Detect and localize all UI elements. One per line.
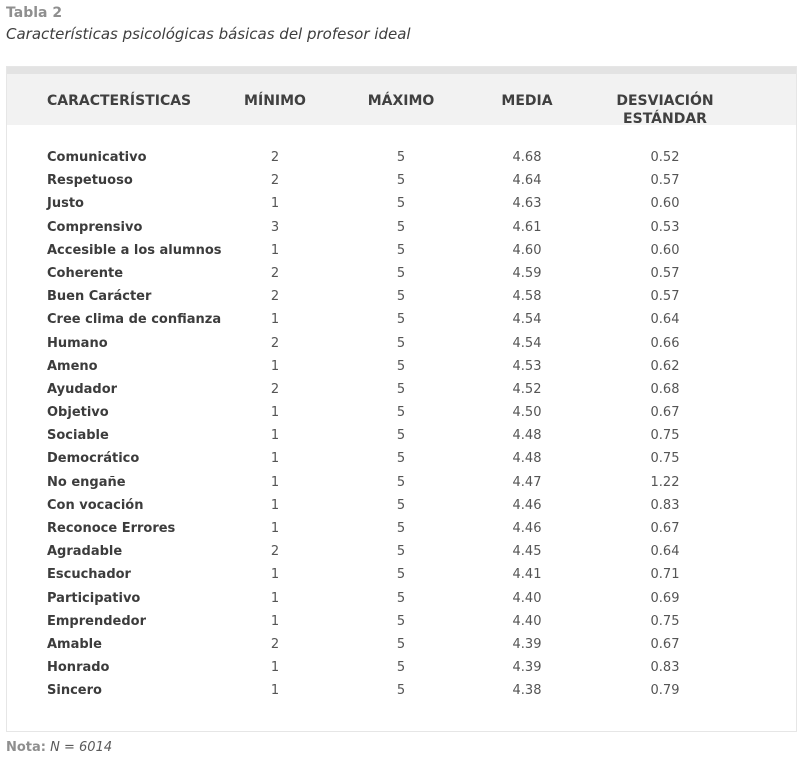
- cell-mean: 4.60: [512, 242, 542, 258]
- cell-characteristic: No engañe: [47, 474, 126, 490]
- cell-characteristic: Con vocación: [47, 497, 144, 513]
- cell-minimum: 1: [270, 405, 280, 421]
- cell-std-deviation: 0.57: [650, 265, 680, 281]
- cell-maximum: 5: [396, 474, 406, 490]
- cell-mean: 4.46: [512, 497, 542, 513]
- cell-mean: 4.47: [512, 474, 542, 490]
- cell-std-deviation: 0.75: [650, 428, 680, 444]
- table-body: [7, 148, 796, 705]
- cell-maximum: 5: [396, 683, 406, 699]
- cell-maximum: 5: [396, 405, 406, 421]
- cell-minimum: 1: [270, 312, 280, 328]
- cell-maximum: 5: [396, 196, 406, 212]
- cell-maximum: 5: [396, 544, 406, 560]
- cell-maximum: 5: [396, 381, 406, 397]
- cell-minimum: 2: [270, 335, 280, 351]
- table-row: [7, 403, 796, 426]
- cell-mean: 4.52: [512, 381, 542, 397]
- cell-std-deviation: 0.53: [650, 219, 680, 235]
- cell-minimum: 1: [270, 660, 280, 676]
- cell-mean: 4.48: [512, 428, 542, 444]
- data-table: [6, 66, 797, 732]
- table-row: [7, 334, 796, 357]
- cell-mean: 4.39: [512, 636, 542, 652]
- header-std-deviation: DESVIACIÓN ESTÁNDAR: [616, 93, 714, 127]
- cell-std-deviation: 0.69: [650, 590, 680, 606]
- header-characteristics: CARACTERÍSTICAS: [47, 93, 192, 109]
- cell-std-deviation: 0.57: [650, 289, 680, 305]
- table-row: [7, 635, 796, 658]
- table-row: [7, 542, 796, 565]
- cell-characteristic: Sociable: [47, 428, 109, 444]
- cell-minimum: 2: [270, 150, 280, 165]
- cell-mean: 4.48: [512, 451, 542, 467]
- cell-minimum: 1: [270, 567, 280, 583]
- table-caption: Características psicológicas básicas del profesor ideal: [6, 25, 411, 43]
- cell-mean: 4.46: [512, 521, 542, 536]
- cell-characteristic: Participativo: [47, 590, 141, 606]
- cell-characteristic: Ameno: [47, 358, 98, 374]
- cell-minimum: 1: [270, 683, 280, 699]
- cell-minimum: 1: [270, 196, 280, 212]
- header-minimum: MÍNIMO: [244, 93, 306, 109]
- cell-std-deviation: 0.67: [650, 636, 680, 652]
- cell-std-deviation: 0.62: [650, 358, 680, 374]
- table-row: [7, 148, 796, 171]
- cell-std-deviation: 0.75: [650, 613, 680, 629]
- table-row: [7, 658, 796, 681]
- table-header: [7, 67, 796, 125]
- cell-characteristic: Comprensivo: [47, 219, 143, 235]
- cell-mean: 4.54: [512, 335, 542, 351]
- cell-maximum: 5: [396, 265, 406, 281]
- cell-mean: 4.40: [512, 590, 542, 606]
- cell-std-deviation: 0.71: [650, 567, 680, 583]
- table-row: [7, 473, 796, 496]
- cell-std-deviation: 0.57: [650, 173, 680, 189]
- table-row: [7, 194, 796, 217]
- cell-mean: 4.54: [512, 312, 542, 328]
- table-row: [7, 565, 796, 588]
- cell-mean: 4.45: [512, 544, 542, 560]
- table-label: Tabla 2: [6, 5, 63, 21]
- cell-minimum: 2: [270, 265, 280, 281]
- cell-maximum: 5: [396, 451, 406, 467]
- cell-maximum: 5: [396, 590, 406, 606]
- cell-characteristic: Sincero: [47, 683, 102, 699]
- cell-mean: 4.53: [512, 358, 542, 374]
- cell-characteristic: Escuchador: [47, 567, 131, 583]
- cell-characteristic: Justo: [47, 196, 84, 212]
- header-mean: MEDIA: [501, 93, 553, 109]
- cell-minimum: 2: [270, 544, 280, 560]
- cell-std-deviation: 0.68: [650, 381, 680, 397]
- cell-mean: 4.58: [512, 289, 542, 305]
- cell-std-deviation: 1.22: [650, 474, 680, 490]
- note-label: Nota:: [6, 740, 46, 755]
- cell-std-deviation: 0.75: [650, 451, 680, 467]
- header-maximum: MÁXIMO: [367, 93, 435, 109]
- cell-maximum: 5: [396, 660, 406, 676]
- cell-minimum: 2: [270, 381, 280, 397]
- table-row: [7, 612, 796, 635]
- cell-std-deviation: 0.83: [650, 660, 680, 676]
- cell-characteristic: Buen Carácter: [47, 289, 152, 305]
- cell-maximum: 5: [396, 636, 406, 652]
- cell-std-deviation: 0.64: [650, 312, 680, 328]
- table-row: [7, 357, 796, 380]
- table-row: [7, 426, 796, 449]
- table-note: [6, 740, 112, 755]
- cell-mean: 4.61: [512, 219, 542, 235]
- cell-std-deviation: 0.60: [650, 242, 680, 258]
- table-row: [7, 287, 796, 310]
- table-row: [7, 519, 796, 542]
- cell-minimum: 1: [270, 428, 280, 444]
- cell-maximum: 5: [396, 312, 406, 328]
- cell-mean: 4.38: [512, 683, 542, 699]
- cell-characteristic: Ayudador: [47, 381, 118, 397]
- cell-maximum: 5: [396, 242, 406, 258]
- cell-std-deviation: 0.52: [650, 150, 680, 165]
- table-row: [7, 681, 796, 704]
- cell-std-deviation: 0.66: [650, 335, 680, 351]
- cell-maximum: 5: [396, 289, 406, 305]
- cell-maximum: 5: [396, 173, 406, 189]
- cell-std-deviation: 0.79: [650, 683, 680, 699]
- cell-mean: 4.40: [512, 613, 542, 629]
- cell-mean: 4.63: [512, 196, 542, 212]
- cell-mean: 4.50: [512, 405, 542, 421]
- table-row: [7, 264, 796, 287]
- cell-characteristic: Emprendedor: [47, 613, 146, 629]
- cell-minimum: 1: [270, 521, 280, 536]
- cell-characteristic: Coherente: [47, 265, 124, 281]
- cell-maximum: 5: [396, 521, 406, 536]
- cell-minimum: 1: [270, 358, 280, 374]
- cell-std-deviation: 0.83: [650, 497, 680, 513]
- cell-minimum: 3: [270, 219, 280, 235]
- cell-mean: 4.39: [512, 660, 542, 676]
- table-row: [7, 449, 796, 472]
- cell-characteristic: Agradable: [47, 544, 123, 560]
- cell-characteristic: Democrático: [47, 451, 140, 467]
- cell-mean: 4.68: [512, 150, 542, 165]
- cell-minimum: 1: [270, 590, 280, 606]
- cell-minimum: 1: [270, 613, 280, 629]
- cell-characteristic: Accesible a los alumnos: [47, 242, 222, 258]
- cell-characteristic: Amable: [47, 636, 102, 652]
- cell-characteristic: Comunicativo: [47, 150, 147, 165]
- table-row: [7, 496, 796, 519]
- cell-std-deviation: 0.67: [650, 405, 680, 421]
- table-row: [7, 171, 796, 194]
- cell-maximum: 5: [396, 428, 406, 444]
- cell-characteristic: Respetuoso: [47, 173, 133, 189]
- cell-characteristic: Objetivo: [47, 405, 109, 421]
- table-row: [7, 380, 796, 403]
- cell-mean: 4.41: [512, 567, 542, 583]
- cell-characteristic: Humano: [47, 335, 108, 351]
- cell-characteristic: Cree clima de confianza: [47, 312, 222, 328]
- cell-minimum: 1: [270, 474, 280, 490]
- cell-minimum: 1: [270, 451, 280, 467]
- cell-maximum: 5: [396, 497, 406, 513]
- table-row: [7, 218, 796, 241]
- cell-characteristic: Honrado: [47, 660, 110, 676]
- cell-maximum: 5: [396, 613, 406, 629]
- cell-minimum: 1: [270, 242, 280, 258]
- cell-maximum: 5: [396, 150, 406, 165]
- cell-std-deviation: 0.64: [650, 544, 680, 560]
- cell-std-deviation: 0.67: [650, 521, 680, 536]
- cell-maximum: 5: [396, 567, 406, 583]
- cell-maximum: 5: [396, 335, 406, 351]
- cell-minimum: 2: [270, 289, 280, 305]
- cell-maximum: 5: [396, 219, 406, 235]
- table-row: [7, 310, 796, 333]
- cell-minimum: 1: [270, 497, 280, 513]
- cell-minimum: 2: [270, 636, 280, 652]
- cell-minimum: 2: [270, 173, 280, 189]
- cell-maximum: 5: [396, 358, 406, 374]
- note-text: N = 6014: [50, 740, 113, 755]
- cell-characteristic: Reconoce Errores: [47, 521, 176, 536]
- cell-std-deviation: 0.60: [650, 196, 680, 212]
- cell-mean: 4.64: [512, 173, 542, 189]
- table-row: [7, 241, 796, 264]
- table-row: [7, 589, 796, 612]
- cell-mean: 4.59: [512, 265, 542, 281]
